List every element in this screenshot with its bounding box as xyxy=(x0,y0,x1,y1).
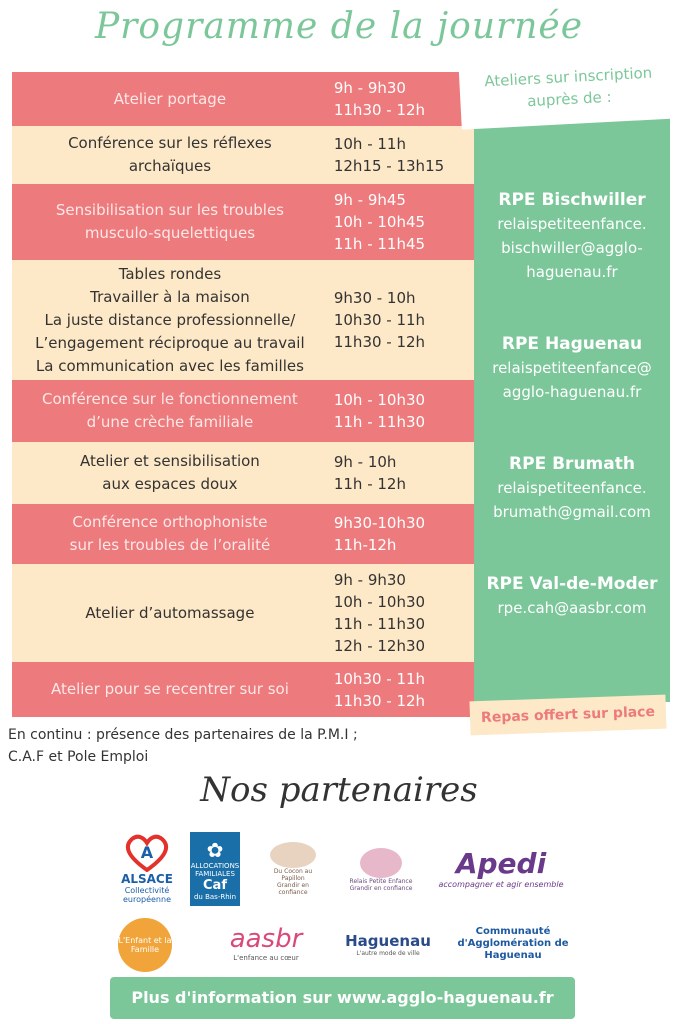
rpe-name: RPE Brumath xyxy=(509,454,635,474)
times-cell xyxy=(328,564,474,662)
rpe-contact: bischwiller@agglo- xyxy=(501,239,643,257)
time-slot: 9h - 9h30 xyxy=(333,571,406,589)
schedule-row xyxy=(12,184,474,260)
activity-cell xyxy=(12,564,328,662)
caf-flower-icon: ✿ xyxy=(206,837,224,862)
time-slot: 9h - 10h xyxy=(333,453,397,471)
activity-cell xyxy=(12,504,328,564)
apedi-text: Apedi xyxy=(455,847,547,880)
time-slot: 11h - 11h30 xyxy=(333,615,426,633)
time-slot: 10h - 11h xyxy=(333,135,406,153)
schedule-row xyxy=(12,72,474,126)
rpe-brumath xyxy=(474,452,670,524)
time-slot: 11h30 - 12h xyxy=(333,333,426,351)
caf-text: Caf xyxy=(203,877,227,893)
activity-line: Atelier portage xyxy=(113,89,227,108)
aasbr-sub: L'enfance au cœur xyxy=(233,954,299,962)
rpe-contact: brumath@gmail.com xyxy=(493,503,651,521)
schedule-table xyxy=(12,72,474,717)
haguenau-logo xyxy=(338,924,438,964)
activity-line: musculo-squelettiques xyxy=(84,224,256,242)
time-slot: 12h - 12h30 xyxy=(333,637,426,655)
times-cell xyxy=(328,504,474,564)
schedule-row xyxy=(12,564,474,662)
enfant-text: L'Enfant et la Famille xyxy=(118,936,172,954)
alsace-heart-icon xyxy=(122,834,172,872)
note-line: C.A.F et Pole Emploi xyxy=(8,749,149,765)
relais-sub: Grandir en confiance xyxy=(349,885,413,892)
repas-badge: Repas offert sur place xyxy=(469,695,666,736)
schedule-row xyxy=(12,504,474,564)
time-slot: 11h - 11h45 xyxy=(333,235,426,253)
activity-line: d’une crèche familiale xyxy=(86,413,254,431)
apedi-logo xyxy=(432,842,570,894)
rpe-contact: relaispetiteenfance@ xyxy=(492,359,652,377)
inscription-label xyxy=(458,52,678,129)
inscription-line: Ateliers sur inscription xyxy=(483,63,653,91)
schedule-row xyxy=(12,126,474,184)
communaute-text: Communauté d'Agglomération de Haguenau xyxy=(457,926,569,961)
schedule-row xyxy=(12,260,474,380)
note-line: En continu : présence des partenaires de la P.M.I ; xyxy=(8,727,358,743)
schedule-row xyxy=(12,380,474,442)
time-slot: 12h15 - 13h15 xyxy=(333,157,445,175)
inscription-line: auprès de : xyxy=(526,87,613,111)
rpe-name: RPE Bischwiller xyxy=(498,190,646,210)
time-slot: 10h30 - 11h xyxy=(333,669,426,688)
activity-line: Atelier d’automassage xyxy=(85,603,255,622)
activity-line: aux espaces doux xyxy=(102,475,238,493)
info-footer: Plus d'information sur www.agglo-haguenau.fr xyxy=(110,977,575,1019)
time-slot: 9h - 9h45 xyxy=(333,191,406,209)
activity-line: Conférence sur les réflexes xyxy=(68,134,272,152)
activity-line: Sensibilisation sur les troubles xyxy=(55,201,284,219)
activity-cell xyxy=(12,442,328,504)
times-cell xyxy=(328,72,474,126)
time-slot: 11h - 11h30 xyxy=(333,413,426,431)
alsace-logo xyxy=(112,830,182,908)
times-cell xyxy=(328,184,474,260)
times-cell xyxy=(328,442,474,504)
time-slot: 10h - 10h30 xyxy=(333,391,426,409)
caf-sub: du Bas-Rhin xyxy=(193,892,237,901)
time-slot: 10h30 - 11h xyxy=(333,311,426,329)
aasbr-logo xyxy=(214,920,318,966)
alsace-sub: Collectivité européenne xyxy=(123,886,171,904)
rpe-contact: relaispetiteenfance. xyxy=(497,215,647,233)
time-slot: 10h - 10h30 xyxy=(333,593,426,611)
page-title: Programme de la journée xyxy=(94,6,584,47)
activity-line: La juste distance professionnelle/ xyxy=(44,310,296,329)
activity-line: Atelier et sensibilisation xyxy=(80,452,260,470)
cocon-sub: Grandir en confiance xyxy=(277,882,309,896)
activity-cell xyxy=(12,662,328,717)
rpe-contact: rpe.cah@aasbr.com xyxy=(497,599,647,617)
rpe-name: RPE Val-de-Moder xyxy=(486,574,658,594)
time-slot: 9h30 - 10h xyxy=(333,289,416,307)
activity-line: Atelier pour se recentrer sur soi xyxy=(50,680,289,698)
cocon-text: Du Cocon au Papillon xyxy=(273,868,313,882)
activity-cell xyxy=(12,72,328,126)
activity-cell xyxy=(12,380,328,442)
times-cell xyxy=(328,662,474,717)
enfant-famille-logo xyxy=(118,918,172,972)
relais-icon xyxy=(360,848,402,878)
caf-logo: ✿ ALLOCATIONS FAMILIALES Caf du Bas-Rhin xyxy=(190,832,240,906)
time-slot: 9h - 9h30 xyxy=(333,79,406,97)
times-cell xyxy=(328,126,474,184)
times-cell xyxy=(328,260,474,380)
times-cell xyxy=(328,380,474,442)
activity-line: Conférence sur le fonctionnement xyxy=(42,390,298,408)
haguenau-sub: L'autre mode de ville xyxy=(356,949,420,957)
activity-line: La communication avec les familles xyxy=(35,356,304,375)
relais-text: Relais Petite Enfance xyxy=(349,878,413,885)
rpe-haguenau xyxy=(474,332,670,404)
time-slot: 11h-12h xyxy=(333,536,397,554)
activity-line: L’engagement réciproque au travail xyxy=(35,333,305,352)
time-slot: 10h - 10h45 xyxy=(333,213,426,231)
alsace-text: ALSACE xyxy=(121,872,173,886)
cocon-icon xyxy=(270,842,316,868)
rpe-contact: haguenau.fr xyxy=(526,263,618,281)
activity-line: Travailler à la maison xyxy=(90,287,250,306)
activity-cell xyxy=(12,184,328,260)
cocon-papillon-logo xyxy=(262,842,324,896)
schedule-row xyxy=(12,442,474,504)
time-slot: 11h30 - 12h xyxy=(333,101,426,119)
apedi-sub: accompagner et agir ensemble xyxy=(438,880,564,889)
rpe-contact: agglo-haguenau.fr xyxy=(502,383,642,401)
svg-text:A: A xyxy=(140,843,154,862)
rpe-contact: relaispetiteenfance. xyxy=(497,479,647,497)
time-slot: 11h - 12h xyxy=(333,475,406,493)
rpe-val-de-moder xyxy=(474,572,670,620)
schedule-row xyxy=(12,662,474,717)
haguenau-text: Haguenau xyxy=(345,931,431,950)
partners-title: Nos partenaires xyxy=(200,770,478,810)
continuous-note xyxy=(8,724,358,768)
activity-cell xyxy=(12,126,328,184)
activity-line: archaïques xyxy=(128,157,212,175)
aasbr-text: aasbr xyxy=(229,924,303,954)
rpe-name: RPE Haguenau xyxy=(501,334,643,354)
activity-line: sur les troubles de l’oralité xyxy=(69,536,271,554)
activity-line: Tables rondes xyxy=(118,264,222,283)
relais-petite-enfance-logo xyxy=(348,840,414,900)
activity-line: Conférence orthophoniste xyxy=(72,513,268,531)
activity-cell xyxy=(12,260,328,380)
time-slot: 9h30-10h30 xyxy=(333,514,426,532)
communaute-agglo-logo xyxy=(456,922,570,966)
time-slot: 11h30 - 12h xyxy=(333,691,426,710)
rpe-bischwiller xyxy=(474,188,670,284)
